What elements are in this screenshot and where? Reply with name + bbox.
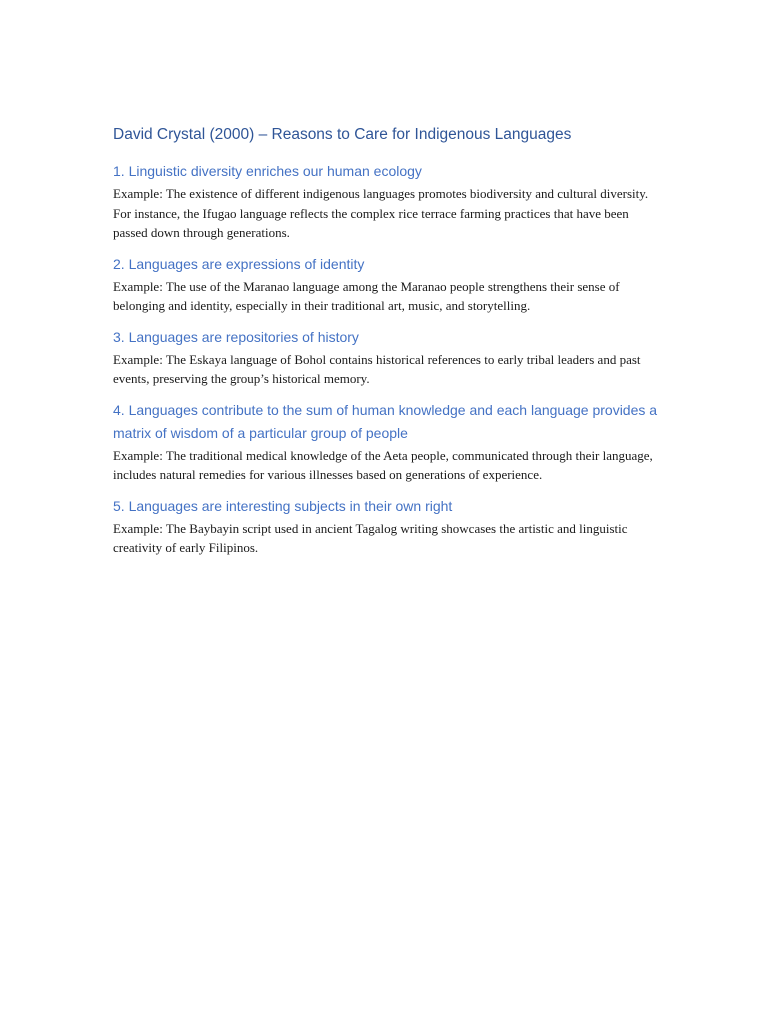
section-heading: 3. Languages are repositories of history [113,328,359,345]
section-identity [113,253,658,316]
section-interesting-subjects [113,495,658,558]
section-body: Example: The use of the Maranao language among the Maranao people strengthens their sense of belonging and identity, especially in their traditional art, music, and storytelling. [113,278,620,313]
section-heading: 4. Languages contribute to the sum of human knowledge and each language provides a matrix of wisdom of a particular group of people [113,401,658,441]
section-history [113,326,658,389]
section-body: Example: The existence of different indigenous languages promotes biodiversity and cultural diversity. For instance, the Ifugao language reflects the complex rice terrace farming practices that have been passed down through generations. [113,186,649,240]
section-body: Example: The traditional medical knowledge of the Aeta people, communicated through their language, includes natural remedies for various illnesses based on generations of experience. [113,447,653,482]
section-heading: 5. Languages are interesting subjects in their own right [113,497,453,514]
section-heading: 1. Linguistic diversity enriches our human ecology [113,163,422,179]
section-body: Example: The Baybayin script used in ancient Tagalog writing showcases the artistic and linguistic creativity of early Filipinos. [113,520,628,555]
section-heading: 2. Languages are expressions of identity [113,255,365,272]
section-linguistic-diversity [113,160,658,243]
document-page [113,124,658,568]
section-body: Example: The Eskaya language of Bohol contains historical references to early tribal leaders and past events, preserving the group’s historical memory. [113,351,641,386]
section-human-knowledge [113,399,658,485]
document-title: David Crystal (2000) – Reasons to Care for Indigenous Languages [113,126,572,143]
